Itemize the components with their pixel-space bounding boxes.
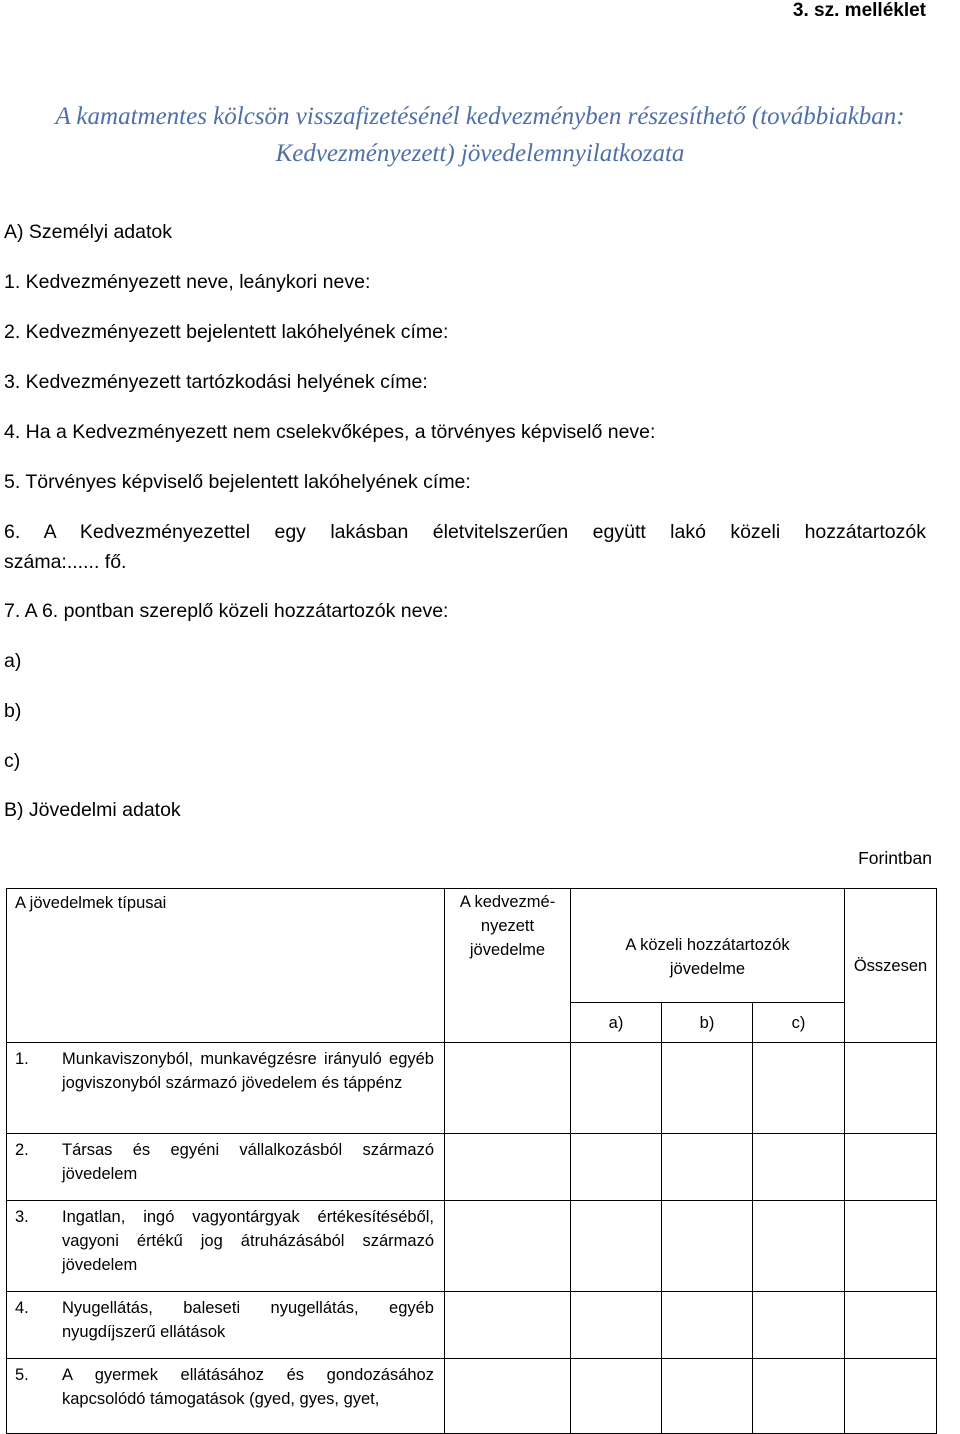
table-row [7, 1359, 937, 1434]
annex-label: 3. sz. melléklet [792, 0, 926, 21]
cell-relative-b[interactable] [662, 1201, 753, 1292]
item-5: 5. Törvényes képviselő bejelentett lakóhelyének címe: [4, 471, 471, 493]
cell-total[interactable] [845, 1134, 937, 1201]
cell-relative-a[interactable] [571, 1359, 662, 1434]
cell-beneficiary[interactable] [445, 1134, 571, 1201]
table-row [7, 1043, 937, 1134]
header-relative-a: a) [571, 1003, 662, 1043]
title-line-2: Kedvezményezett) jövedelemnyilatkozata [275, 140, 685, 167]
header-relatives-income: A közeli hozzátartozók jövedelme [571, 889, 845, 1003]
row-label: 1. Munkaviszonyból, munkavégzésre irányuló egyéb jogviszonyból származó jövedelem és táppénz [7, 1043, 445, 1134]
header-total: Összesen [845, 889, 937, 1043]
item-4: 4. Ha a Kedvezményezett nem cselekvőképes, a törvényes képviselő neve: [4, 421, 656, 443]
item-3: 3. Kedvezményezett tartózkodási helyének címe: [4, 371, 428, 393]
table-row [7, 1134, 937, 1201]
table-row [7, 1292, 937, 1359]
income-table [6, 888, 937, 1434]
cell-relative-a[interactable] [571, 1134, 662, 1201]
cell-relative-b[interactable] [662, 1292, 753, 1359]
row-label: 2. Társas és egyéni vállalkozásból származó jövedelem [7, 1134, 445, 1201]
cell-relative-c[interactable] [753, 1359, 845, 1434]
item-2: 2. Kedvezményezett bejelentett lakóhelyének címe: [4, 321, 449, 343]
header-income-type: A jövedelmek típusai [7, 889, 445, 1043]
row-label: 3. Ingatlan, ingó vagyontárgyak értékesítéséből, vagyoni értékű jog átruházásából származó jövedelem [7, 1201, 445, 1292]
cell-relative-c[interactable] [753, 1134, 845, 1201]
item-6: 6. A Kedvezményezettel egy lakásban életvitelszerűen együtt lakó közeli hozzátartozók [4, 521, 926, 543]
cell-beneficiary[interactable] [445, 1201, 571, 1292]
relative-b: b) [4, 700, 22, 722]
cell-relative-c[interactable] [753, 1292, 845, 1359]
cell-total[interactable] [845, 1043, 937, 1134]
cell-beneficiary[interactable] [445, 1292, 571, 1359]
row-label: 4. Nyugellátás, baleseti nyugellátás, egyéb nyugdíjszerű ellátások [7, 1292, 445, 1359]
cell-beneficiary[interactable] [445, 1043, 571, 1134]
section-b-heading: B) Jövedelmi adatok [4, 799, 181, 821]
cell-beneficiary[interactable] [445, 1359, 571, 1434]
row-label: 5. A gyermek ellátásához és gondozásához kapcsolódó támogatások (gyed, gyes, gyet, [7, 1359, 445, 1434]
cell-relative-c[interactable] [753, 1201, 845, 1292]
cell-relative-b[interactable] [662, 1359, 753, 1434]
relative-a: a) [4, 650, 22, 672]
header-relative-b: b) [662, 1003, 753, 1043]
item-1: 1. Kedvezményezett neve, leánykori neve: [4, 271, 371, 293]
cell-total[interactable] [845, 1359, 937, 1434]
header-beneficiary-income: A kedvezmé- nyezett jövedelme [445, 889, 571, 1043]
cell-relative-a[interactable] [571, 1201, 662, 1292]
cell-total[interactable] [845, 1201, 937, 1292]
cell-relative-b[interactable] [662, 1134, 753, 1201]
header-relative-c: c) [753, 1003, 845, 1043]
document-title [0, 98, 960, 172]
cell-total[interactable] [845, 1292, 937, 1359]
relative-c: c) [4, 750, 21, 772]
item-7: 7. A 6. pontban szereplő közeli hozzátartozók neve: [4, 600, 449, 622]
cell-relative-a[interactable] [571, 1292, 662, 1359]
cell-relative-c[interactable] [753, 1043, 845, 1134]
currency-unit: Forintban [858, 848, 932, 868]
item-6-count: száma:...... fő. [4, 551, 127, 573]
title-line-1: A kamatmentes kölcsön visszafizetésénél kedvezményben részesíthető (továbbiakban: [55, 103, 905, 130]
cell-relative-b[interactable] [662, 1043, 753, 1134]
section-a-heading: A) Személyi adatok [4, 221, 172, 243]
cell-relative-a[interactable] [571, 1043, 662, 1134]
table-row [7, 1201, 937, 1292]
